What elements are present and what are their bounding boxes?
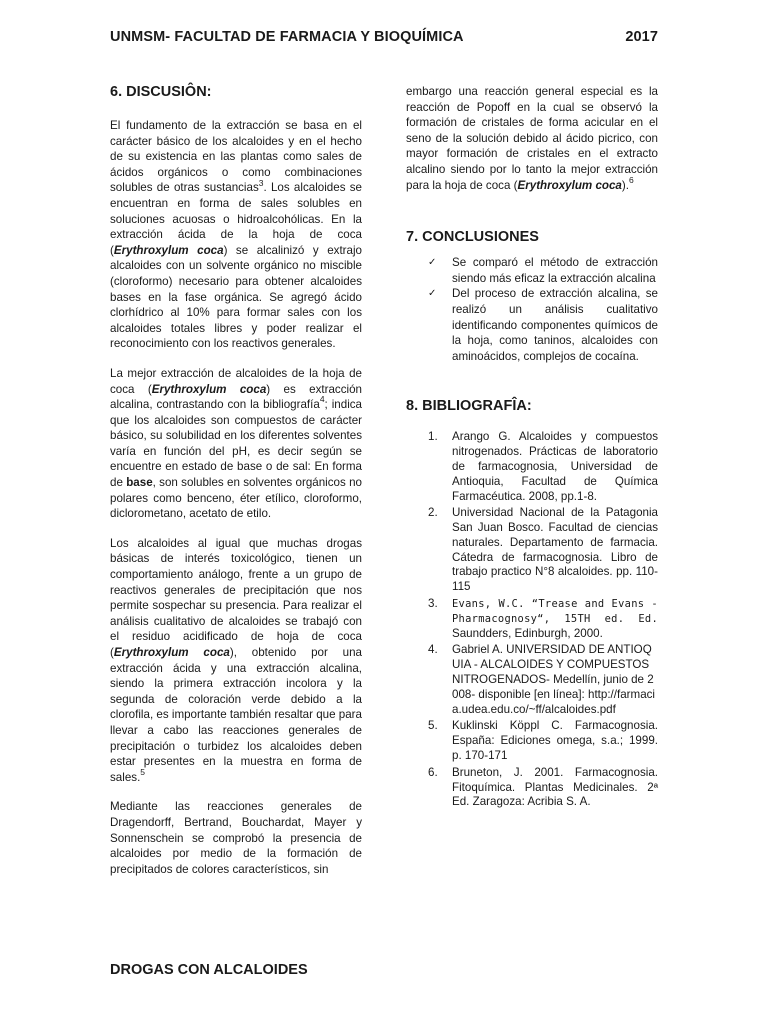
reference-number: 6. <box>428 765 438 779</box>
list-item <box>428 286 658 364</box>
species-name: Erythroxylum coca <box>517 178 622 192</box>
text-run: . Los alcaloides se encuentran en forma de sales solubles en soluciones acuosas o hidroalcohólicas. En la extracción ácida de la hoja de coca ( <box>110 181 362 257</box>
reference-text: Evans, W.C. “Trease and Evans - Pharmacognosy“, 15TH ed. Ed. <box>452 598 658 625</box>
text-run: ) se alcalinizó y extrajo alcaloides con un solvente orgánico no miscible (cloroformo) necesario para obtener alcaloides bases en la fase orgánica. Se agregó ácido clorhídrico al 10% para formar sales con los alcaloides totales libres y poder realizar el reconocimiento con los reactivos generales. <box>110 243 362 351</box>
text-run: embargo una reacción general especial es la reacción de Popoff en la cual se observó la formación de cristales de forma acicular en el seno de la solución debido al ácido picrico, con mayor formación de cristales en el extracto alcalino siendo por lo tanto la mejor extracción para la hoja de coca ( <box>406 85 658 192</box>
text-run: El fundamento de la extracción se basa en el carácter básico de los alcaloides y en el hecho de su existencia en las plantas como sales de ácidos orgánicos o como combinaciones solubles de otras sustancias <box>110 119 362 195</box>
citation-superscript: 6 <box>628 174 634 185</box>
check-icon: ✓ <box>428 288 437 300</box>
text-run: ) es extracción alcalina, contrastando con la bibliografía <box>110 382 362 412</box>
list-item <box>428 506 658 595</box>
reference-text: Kuklinski Köppl C. Farmacognosia. España: Ediciones omega, s.a.; 1999. p. 170-171 <box>452 719 658 763</box>
discussion-paragraph-3 <box>110 536 362 786</box>
list-item <box>428 255 658 286</box>
text-run: Los alcaloides al igual que muchas drogas básicas de interés toxicológico, tienen un comportamiento análogo, frente a un grupo de reactivos generales de precipitación que nos permite sospechar su presencia. Para realizar el análisis cualitativo de alcaloides se trabajó con el residuo acidificado de hoja de coca ( <box>110 536 362 659</box>
citation-superscript: 4 <box>319 394 325 405</box>
conclusion-text: Se comparó el método de extracción siendo más eficaz la extracción alcalina <box>452 256 658 285</box>
reference-number: 2. <box>428 506 438 520</box>
header-institution: UNMSM- FACULTAD DE FARMACIA Y BIOQUÍMICA <box>110 29 464 45</box>
text-run: ), obtenido por una extracción ácida y una extracción alcalina, siendo la primera extracción incolora y la segunda de coloración verde debido a la clorofila, es importante también resaltar que para llevar a cabo las reacciones generales de precipitación o turbidez los alcaloides deben estar presentes en la muestra en forma de sales. <box>110 646 362 784</box>
discussion-paragraph-2 <box>110 366 362 522</box>
right-column <box>406 84 658 812</box>
discussion-title: 6. DISCUSIÔN: <box>110 84 212 100</box>
reference-text: Saundders, Edinburgh, 2000. <box>452 626 603 640</box>
species-name: Erythroxylum coca <box>113 646 230 659</box>
text-run: La mejor extracción de alcaloides de la hoja de coca ( <box>110 366 362 396</box>
text-run: ; indica que los alcaloides son compuestos de carácter básico, su solubilidad en los diferentes solventes varía en función del pH, es decir según se encuentre en estado de base o de sal: En forma de <box>110 398 363 490</box>
conclusions-list <box>406 255 658 364</box>
species-name: Erythroxylum coca <box>113 243 224 257</box>
reference-number: 1. <box>428 430 438 444</box>
discussion-paragraph-4 <box>110 799 362 877</box>
page-footer: DROGAS CON ALCALOIDES <box>110 962 308 978</box>
text-run: ). <box>621 178 629 192</box>
reference-text: Universidad Nacional de la Patagonia San Juan Bosco. Facultad de ciencias naturales. Departamento de farmacia. Cátedra de farmacognosia. Libro de trabajo practico N°8 alcaloides. pp. 110-115 <box>452 506 658 594</box>
list-item <box>428 430 658 504</box>
citation-superscript: 3 <box>258 177 264 188</box>
reference-text: Bruneton, J. 2001. Farmacognosia. Fitoquímica. Plantas Medicinales. 2ª Ed. Zaragoza: Acribia S. A. <box>452 765 658 809</box>
check-icon: ✓ <box>428 257 437 269</box>
list-item <box>428 719 658 763</box>
bibliography-list <box>406 430 658 810</box>
list-item <box>428 766 658 810</box>
bold-term: base <box>126 476 153 490</box>
reference-number: 3. <box>428 597 438 611</box>
bibliography-title: 8. BIBLIOGRAFÎA: <box>406 398 532 415</box>
text-run: Mediante las reacciones generales de Dragendorff, Bertrand, Bouchardat, Mayer y Sonnenschein se comprobó la presencia de alcaloides por medio de la formación de precipitados de colores característicos, sin <box>110 800 362 876</box>
conclusion-text: Del proceso de extracción alcalina, se realizó un análisis cualitativo identificando componentes químicos de la hoja, como taninos, alcaloides con aminoácidos, complejos de cocaína. <box>452 287 658 363</box>
header-year: 2017 <box>625 29 658 45</box>
reference-text: Gabriel A. UNIVERSIDAD DE ANTIOQUIA - ALCALOIDES Y COMPUESTOS NITROGENADOS- Medellín, junio de 2008- disponible [en línea]: http://farmacia.udea.edu.co/~ff/alcaloides.pdf <box>452 643 656 716</box>
text-run: , son solubles en solventes orgánicos no polares como benceno, éter etílico, cloroformo, diclorometano, acetato de etilo. <box>110 476 362 521</box>
reference-text: Arango G. Alcaloides y compuestos nitrogenados. Prácticas de laboratorio de farmacognosia, Universidad de Antioquia, Facultad de Química Farmacéutica. 2008, pp.1-8. <box>452 430 658 503</box>
page-header <box>110 26 658 48</box>
reference-number: 4. <box>428 643 438 657</box>
conclusions-title: 7. CONCLUSIONES <box>406 229 539 246</box>
reference-number: 5. <box>428 719 438 733</box>
list-item <box>428 597 658 641</box>
list-item <box>428 643 658 717</box>
left-column <box>110 84 362 891</box>
discussion-paragraph-5 <box>406 84 658 193</box>
species-name: Erythroxylum coca <box>151 382 267 396</box>
citation-superscript: 5 <box>140 766 146 777</box>
discussion-paragraph-1 <box>110 118 362 352</box>
